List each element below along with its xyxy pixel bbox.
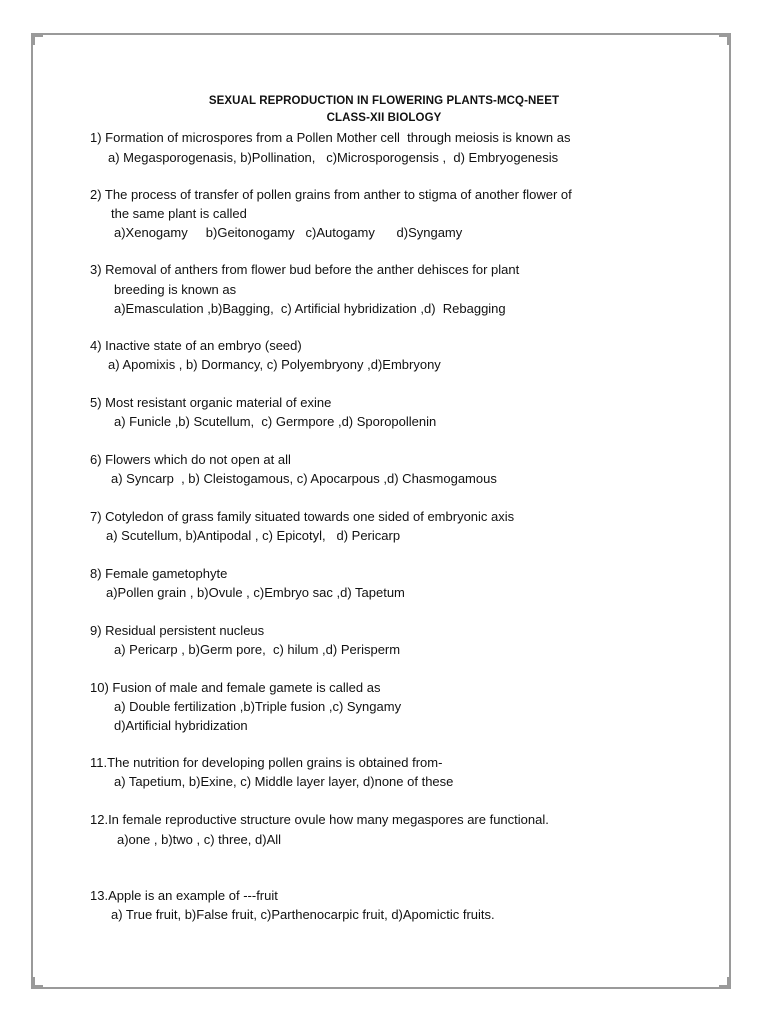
question-4-options: a) Apomixis , b) Dormancy, c) Polyembryony ,d)Embryony [108, 357, 441, 372]
question-13-options: a) True fruit, b)False fruit, c)Parthenocarpic fruit, d)Apomictic fruits. [111, 907, 495, 922]
question-12-options: a)one , b)two , c) three, d)All [117, 832, 282, 847]
question-10-options: a) Double fertilization ,b)Triple fusion ,c) Syngamy [114, 699, 402, 714]
question-3-cont: breeding is known as [114, 282, 237, 297]
question-2: 2) The process of transfer of pollen grains from anther to stigma of another flower of [90, 187, 572, 202]
question-2-options: a)Xenogamy b)Geitonogamy c)Autogamy d)Syngamy [114, 225, 463, 240]
question-8: 8) Female gametophyte [90, 566, 228, 581]
corner-ornament [719, 35, 729, 45]
document-title: SEXUAL REPRODUCTION IN FLOWERING PLANTS-MCQ-NEET [208, 95, 560, 107]
question-11: 11.The nutrition for developing pollen grains is obtained from- [90, 755, 443, 770]
question-10: 10) Fusion of male and female gamete is called as [90, 680, 381, 695]
corner-ornament [33, 977, 43, 987]
question-11-options: a) Tapetium, b)Exine, c) Middle layer layer, d)none of these [114, 774, 454, 789]
corner-ornament [33, 35, 43, 45]
question-8-options: a)Pollen grain , b)Ovule , c)Embryo sac ,d) Tapetum [106, 585, 405, 600]
question-1-options: a) Megasporogenasis, b)Pollination, c)Microsporogensis , d) Embryogenesis [108, 150, 559, 165]
question-6-options: a) Syncarp , b) Cleistogamous, c) Apocarpous ,d) Chasmogamous [111, 471, 497, 486]
question-5-options: a) Funicle ,b) Scutellum, c) Germpore ,d) Sporopollenin [114, 414, 437, 429]
question-7: 7) Cotyledon of grass family situated towards one sided of embryonic axis [90, 509, 515, 524]
question-2-cont: the same plant is called [111, 206, 247, 221]
question-5: 5) Most resistant organic material of exine [90, 395, 332, 410]
question-4: 4) Inactive state of an embryo (seed) [90, 338, 302, 353]
question-9-options: a) Pericarp , b)Germ pore, c) hilum ,d) Perisperm [114, 642, 401, 657]
corner-ornament [719, 977, 729, 987]
question-1: 1) Formation of microspores from a Pollen Mother cell through meiosis is known as [90, 130, 571, 145]
question-12: 12.In female reproductive structure ovule how many megaspores are functional. [90, 812, 549, 827]
question-9: 9) Residual persistent nucleus [90, 623, 265, 638]
question-7-options: a) Scutellum, b)Antipodal , c) Epicotyl, d) Pericarp [106, 528, 401, 543]
question-13: 13.Apple is an example of ---fruit [90, 888, 278, 903]
document-subtitle: CLASS-XII BIOLOGY [326, 112, 442, 124]
question-3-options: a)Emasculation ,b)Bagging, c) Artificial hybridization ,d) Rebagging [114, 301, 506, 316]
question-3: 3) Removal of anthers from flower bud before the anther dehisces for plant [90, 262, 520, 277]
question-10-options-cont: d)Artificial hybridization [114, 718, 248, 733]
question-6: 6) Flowers which do not open at all [90, 452, 291, 467]
